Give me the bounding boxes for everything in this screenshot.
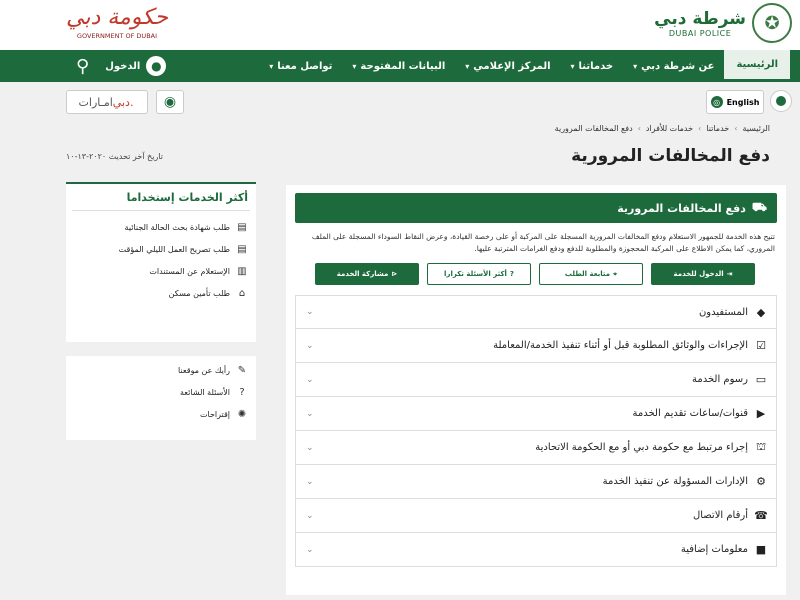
chevron-down-icon: ▾ (269, 61, 274, 71)
question-icon: ? (239, 387, 245, 398)
sidebar-item-feedback[interactable] (66, 360, 256, 382)
nav-home[interactable]: الرئيسية (724, 50, 790, 82)
nav-services-label: خدماتنا (578, 60, 614, 72)
search-document-icon: ▥ (237, 266, 247, 277)
breadcrumb-individuals[interactable]: خدمات للأفراد (645, 124, 694, 133)
nav-media[interactable] (455, 50, 560, 82)
nav-media-label: المركز الإعلامي (473, 60, 551, 72)
accessibility-icon (776, 96, 786, 106)
gov-name-ar: حكومة دبي (66, 5, 168, 30)
sidebar-item-suggestions[interactable] (66, 404, 256, 426)
sidebar-item-faq[interactable] (66, 382, 256, 404)
card-icon: ▭ (755, 373, 767, 386)
sidebar-item-label: الأسئلة الشائعة (180, 388, 230, 397)
nav-contact-label: تواصل معنا (277, 60, 333, 72)
chevron-down-icon: ⌄ (306, 340, 314, 351)
enter-service-label: الدخول للخدمة (673, 270, 724, 278)
service-header (295, 193, 777, 223)
lightbulb-icon: ✺ (237, 409, 247, 420)
breadcrumb-current: دفع المخالفات المرورية (554, 124, 633, 133)
emirates-brand-text: امـارات (78, 95, 113, 109)
nav-about[interactable] (623, 50, 724, 82)
accordion-label: إجراء مرتبط مع حكومة دبي أو مع الحكومة الاتحادية (535, 442, 748, 453)
accordion-fees[interactable] (295, 363, 777, 397)
car-icon: ⛟ (751, 200, 767, 214)
police-name-en: DUBAI POLICE (668, 28, 732, 38)
dubai-brand-text: دبي. (112, 95, 134, 109)
breadcrumb: الرئيسية › خدماتنا › خدمات للأفراد › دفع المخالفات المرورية (554, 124, 770, 133)
sidebar-item-label: طلب تأمين مسكن (168, 289, 230, 298)
utility-toolbar (0, 82, 800, 120)
sidebar-item-label: طلب تصريح العمل الليلي المؤقت (118, 245, 230, 254)
video-icon: ▶ (756, 407, 766, 420)
government-icon: ⛫ (755, 440, 767, 453)
house-icon: ⌂ (238, 288, 246, 299)
nav-about-label: عن شرطة دبي (641, 60, 715, 72)
most-used-services (66, 182, 256, 342)
service-actions (286, 263, 786, 285)
help-links (66, 356, 256, 440)
document-icon: ▤ (237, 222, 247, 233)
track-request-button[interactable] (539, 263, 643, 285)
department-icon: ⚙ (756, 475, 766, 488)
search-icon[interactable]: ⚲ (76, 55, 90, 77)
sidebar-item-label: رأيك عن موقعنا (178, 366, 230, 375)
login-arrow-icon: ⇥ (726, 270, 733, 278)
feedback-icon: ✎ (237, 365, 247, 376)
nav-contact[interactable] (259, 50, 342, 82)
gov-name-en: GOVERNMENT OF DUBAI (76, 32, 158, 40)
chevron-down-icon: ▾ (570, 61, 575, 71)
chevron-down-icon: ▾ (465, 61, 470, 71)
share-service-label: مشاركة الخدمة (336, 270, 389, 278)
accordion-label: قنوات/ساعات تقديم الخدمة (632, 408, 748, 419)
eye-icon[interactable]: ◉ (156, 90, 184, 114)
accordion-label: الإجراءات والوثائق المطلوبة قبل أو أثناء تنفيذ الخدمة/المعاملة (493, 340, 748, 351)
sidebar-item-home-security[interactable] (66, 283, 256, 305)
sidebar-item-label: إقتراحات (199, 410, 230, 419)
chevron-down-icon: ⌄ (306, 510, 314, 521)
sidebar-item-label: الإستعلام عن المستندات (149, 267, 230, 276)
accordion-channels[interactable] (295, 397, 777, 431)
chevron-down-icon: ⌄ (306, 476, 314, 487)
accordion-procedures[interactable] (295, 329, 777, 363)
chevron-down-icon: ⌄ (306, 307, 314, 317)
accordion-linked-procedure[interactable] (295, 431, 777, 465)
police-emblem-icon: ✪ (752, 3, 792, 43)
user-icon: ● (146, 56, 166, 76)
login-label: الدخول (105, 60, 141, 72)
share-icon: ⊲ (391, 270, 398, 278)
contact-icon: ☎ (754, 509, 768, 522)
last-updated: تاريخ آخر تحديث ٢٠٢٠-١٣-١٠ (66, 152, 163, 161)
login-button[interactable] (105, 56, 166, 76)
globe-icon: ◎ (711, 96, 723, 108)
chevron-down-icon: ⌄ (306, 408, 314, 419)
government-of-dubai-logo[interactable] (66, 4, 168, 40)
sidebar-item-night-work[interactable] (66, 239, 256, 261)
document-icon: ▤ (237, 244, 247, 255)
accordion-label: أرقام الاتصال (692, 510, 748, 521)
share-service-button[interactable] (315, 263, 419, 285)
question-icon: ? (509, 270, 514, 278)
chevron-down-icon: ⌄ (306, 374, 314, 385)
dubai-police-logo[interactable] (654, 3, 792, 43)
track-icon: ⌖ (613, 269, 618, 278)
faq-label: أكثر الأسئلة تكرارا (444, 270, 507, 278)
faq-button[interactable] (427, 263, 531, 285)
language-toggle[interactable] (706, 90, 764, 114)
tag-icon: ◆ (756, 305, 766, 319)
police-name-ar: شرطة دبي (654, 8, 746, 29)
sidebar-item-documents[interactable] (66, 261, 256, 283)
accordion-label: المستفيدون (698, 306, 748, 318)
accordion-contact[interactable] (295, 499, 777, 533)
page-title: دفع المخالفات المرورية (571, 146, 770, 166)
dubai-emirates-brand[interactable] (66, 90, 148, 114)
nav-open-data-label: البيانات المفتوحة (360, 60, 446, 72)
main-nav (0, 50, 800, 82)
breadcrumb-services[interactable]: خدماتنا (706, 124, 730, 133)
most-used-title: أكثر الخدمات إستخداما (126, 191, 248, 204)
chevron-down-icon: ▾ (633, 61, 638, 71)
sidebar-item-label: طلب شهادة بحث الحالة الجنائية (124, 223, 230, 232)
service-accordion (295, 295, 777, 567)
accordion-label: معلومات إضافية (680, 544, 748, 555)
breadcrumb-home[interactable]: الرئيسية (742, 124, 770, 133)
service-panel (286, 185, 786, 595)
chevron-down-icon: ⌄ (306, 442, 314, 453)
info-icon: ■ (755, 543, 767, 556)
accordion-departments[interactable] (295, 465, 777, 499)
service-heading: دفع المخالفات المرورية (617, 201, 746, 215)
accordion-additional-info[interactable] (295, 533, 777, 567)
sidebar-item-criminal-status[interactable] (66, 217, 256, 239)
accordion-label: رسوم الخدمة (692, 374, 748, 385)
site-header (0, 0, 800, 50)
language-label: English (726, 97, 760, 107)
checklist-icon: ☑ (756, 339, 766, 352)
accessibility-button[interactable] (770, 90, 792, 112)
nav-services[interactable] (561, 50, 624, 82)
service-description: تتيح هذه الخدمة للجمهور الاستعلام ودفع المخالفات المرورية المسجلة على المركبة أو على رخصة القيادة، وعرض النقاط السوداء المسجلة على الملف المروري، كما يمكن الاطلاع على المركبة المحجوزة والمطلوبة للدفع ودفع الغرامات المترتبة عليها. (311, 232, 775, 253)
chevron-down-icon: ⌄ (306, 544, 314, 555)
chevron-down-icon: ▾ (352, 61, 357, 71)
nav-open-data[interactable] (342, 50, 455, 82)
enter-service-button[interactable] (651, 263, 755, 285)
accordion-label: الإدارات المسؤولة عن تنفيذ الخدمة (602, 476, 748, 487)
accordion-beneficiaries[interactable] (295, 295, 777, 329)
track-request-label: متابعة الطلب (564, 270, 611, 278)
